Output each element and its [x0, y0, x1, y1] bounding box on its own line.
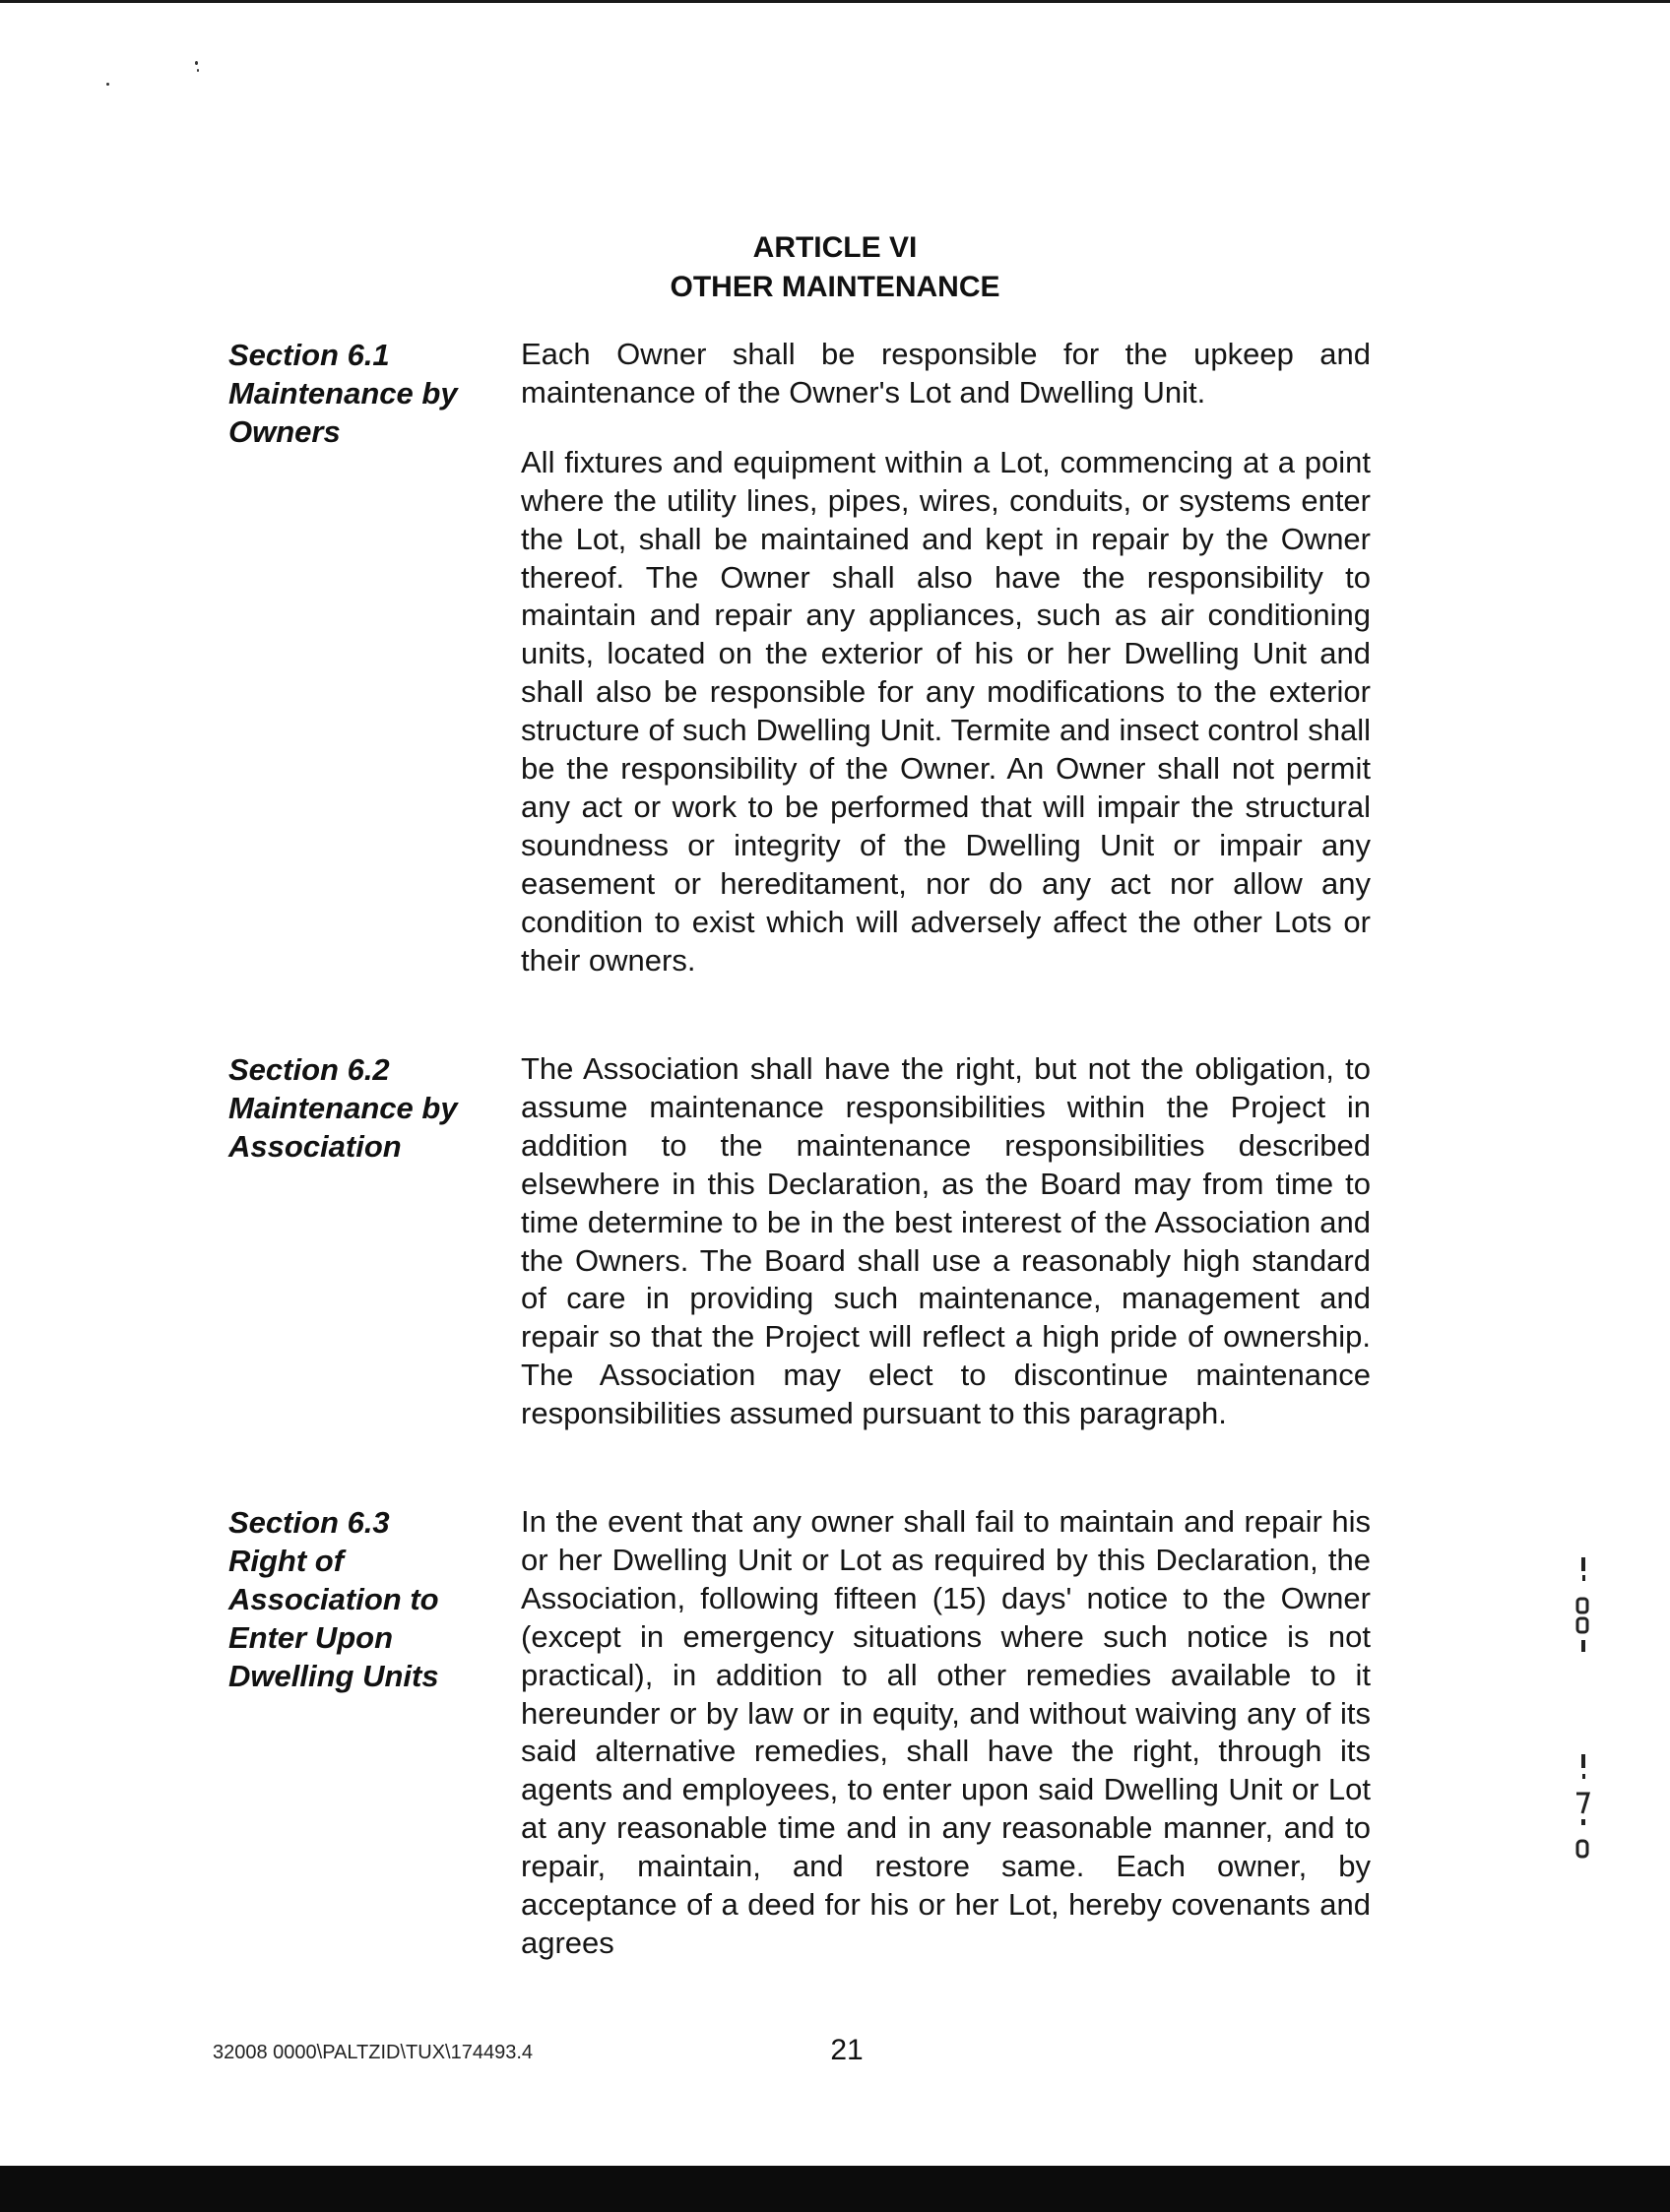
section-title-line: Enter Upon: [228, 1620, 394, 1655]
section-body: [521, 336, 1371, 980]
section-number: Section 6.2: [228, 1052, 390, 1087]
article-heading: [0, 228, 1670, 307]
paragraph: In the event that any owner shall fail to maintain and repair his or her Dwelling Unit or Lot as required by this Declaration, the Association, following fifteen (15) days' notice to the Owner (except in emergency situations where such notice is not practical), in addition to all other remedies available to it hereunder or by law or in equity, and without waiving any of its said alternative remedies, shall have the right, through its agents and employees, to enter upon said Dwelling Unit or Lot at any reasonable time and in any reasonable manner, and to repair, maintain, and restore same. Each owner, by acceptance of a deed for his or her Lot, hereby covenants and agrees: [521, 1504, 1371, 1960]
section-title-line: Association: [228, 1129, 402, 1164]
top-scan-border: [0, 0, 1670, 3]
section-number: Section 6.1: [228, 338, 390, 372]
section-label: [228, 1503, 514, 1695]
section-body: [521, 1503, 1371, 1963]
section-title-line: Owners: [228, 414, 341, 449]
section-title-line: Maintenance by: [228, 376, 458, 411]
section-title-line: Dwelling Units: [228, 1659, 439, 1693]
scan-speck: [197, 69, 199, 72]
section-title-line: Association to: [228, 1582, 439, 1616]
scan-speck: [106, 83, 109, 86]
article-number: ARTICLE VI: [752, 231, 918, 264]
section-body: [521, 1050, 1371, 1433]
section-label: [228, 1050, 514, 1166]
section-label: [228, 336, 514, 451]
page-number: 21: [830, 2034, 864, 2066]
margin-stamp-mark: [1564, 1546, 1603, 1880]
scan-speck: [195, 61, 198, 65]
article-title: OTHER MAINTENANCE: [670, 271, 1000, 303]
paragraph: All fixtures and equipment within a Lot, commencing at a point where the utility lines, pipes, wires, conduits, or systems enter the Lot, shall be maintained and kept in repair by the Owner thereof. The Owner shall also have the responsibility to maintain and repair any appliances, such as air conditioning units, located on the exterior of his or her Dwelling Unit and shall also be responsible for any modifications to the exterior structure of such Dwelling Unit. Termite and insect control shall be the responsibility of the Owner. An Owner shall not permit any act or work to be performed that will impair the structural soundness or integrity of the Dwelling Unit or impair any easement or hereditament, nor do any act nor allow any condition to exist which will adversely affect the other Lots or their owners.: [521, 444, 1371, 978]
section-title-line: Right of: [228, 1544, 345, 1578]
document-code: 32008 0000\PALTZID\TUX\174493.4: [213, 2042, 534, 2063]
bottom-scan-border: [0, 2166, 1670, 2212]
paragraph: The Association shall have the right, but not the obligation, to assume maintenance responsibilities within the Project in addition to the maintenance responsibilities described elsewhere in this Declaration, as the Board may from time to time determine to be in the best interest of the Association and the Owners. The Board shall use a reasonably high standard of care in providing such maintenance, management and repair so that the Project will reflect a high pride of ownership. The Association may elect to discontinue maintenance responsibilities assumed pursuant to this paragraph.: [521, 1051, 1371, 1431]
section-number: Section 6.3: [228, 1505, 390, 1540]
section-title-line: Maintenance by: [228, 1091, 458, 1125]
paragraph: Each Owner shall be responsible for the upkeep and maintenance of the Owner's Lot and Dwelling Unit.: [521, 337, 1371, 410]
